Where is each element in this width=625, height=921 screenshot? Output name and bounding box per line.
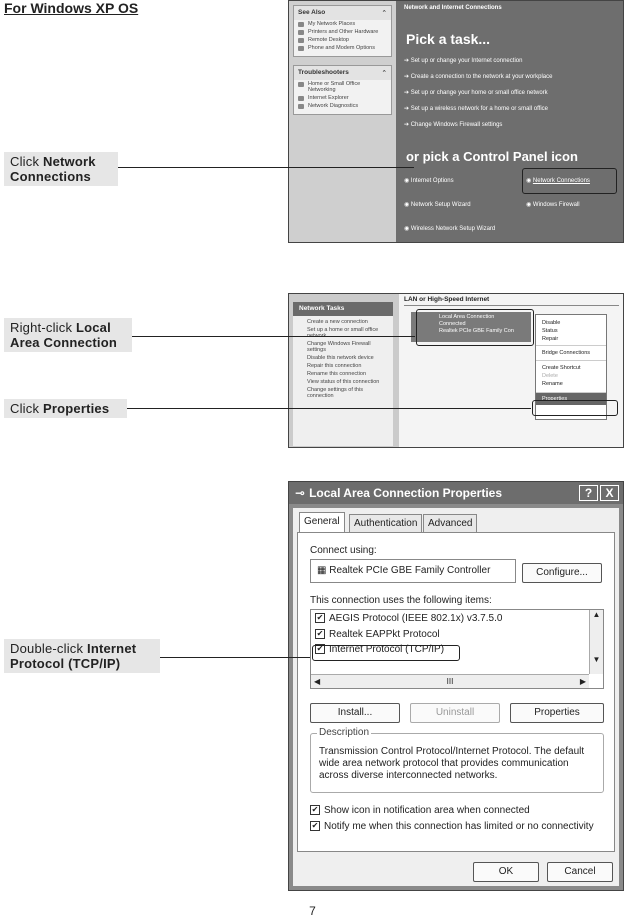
step2-text: Right-click <box>10 320 76 335</box>
cancel-button[interactable]: Cancel <box>547 862 613 882</box>
address-title: Network and Internet Connections <box>404 5 502 11</box>
network-connections-icon[interactable]: ◉ Network Connections <box>526 178 590 184</box>
connector-line <box>132 336 415 337</box>
connect-using-label: Connect using: <box>310 545 377 556</box>
scroll-up-icon[interactable]: ▲ <box>592 610 601 619</box>
adapter-field: ▦ Realtek PCIe GBE Family Controller <box>310 559 516 583</box>
page-number: 7 <box>309 904 316 918</box>
step4-bold: Internet Protocol (TCP/IP) <box>10 641 137 671</box>
description-label: Description <box>319 727 370 738</box>
help-button[interactable]: ? <box>579 485 598 501</box>
show-icon-option[interactable]: ✔ Show icon in notification area when connected <box>311 805 530 816</box>
network-setup-wizard-icon[interactable]: ◉ Network Setup Wizard <box>404 202 471 208</box>
properties-button[interactable]: Properties <box>510 703 604 723</box>
menu-item-properties[interactable]: Properties <box>536 392 606 405</box>
connector-line <box>118 167 414 168</box>
task-link[interactable]: Rename this connection <box>307 371 367 377</box>
scroll-left-icon[interactable]: ◀ <box>314 677 321 686</box>
menu-item-bridge[interactable]: Bridge Connections <box>536 345 606 360</box>
properties-dialog <box>288 481 624 891</box>
control-panel-main <box>396 1 624 243</box>
menu-item-disable[interactable]: Disable <box>542 320 561 326</box>
checkbox[interactable]: ✔ <box>311 821 319 831</box>
wireless-setup-wizard-icon[interactable]: ◉ Wireless Network Setup Wizard <box>404 226 496 232</box>
close-button[interactable]: X <box>600 485 619 501</box>
internet-options-icon[interactable]: ◉ Internet Options <box>404 178 454 184</box>
sidebar-link[interactable]: Internet Explorer <box>294 94 391 102</box>
dialog-titlebar <box>289 482 623 504</box>
notify-option[interactable]: ✔ Notify me when this connection has limited or no connectivity <box>311 821 594 832</box>
description-group <box>310 727 604 793</box>
checkbox[interactable]: ✔ <box>316 629 324 639</box>
step1-text: Click <box>10 154 43 169</box>
pick-task-title: Pick a task... <box>406 31 491 47</box>
see-also-box <box>293 5 392 57</box>
ok-button[interactable]: OK <box>473 862 539 882</box>
dialog-client <box>293 508 619 886</box>
connector-line <box>160 657 310 658</box>
network-tasks-sidebar <box>289 294 399 448</box>
step3-bold: Properties <box>42 401 110 416</box>
control-panel-screenshot <box>288 0 624 243</box>
vertical-scrollbar[interactable] <box>589 610 603 674</box>
conn-device: Realtek PCIe GBE Family Con <box>439 328 514 334</box>
scroll-down-icon[interactable]: ▼ <box>592 655 601 664</box>
scroll-right-icon[interactable]: ▶ <box>579 677 586 686</box>
step4-text: Double-click <box>10 641 88 656</box>
step4-callout <box>4 639 160 673</box>
sidebar-link[interactable]: Phone and Modem Options <box>294 44 391 52</box>
step3-callout <box>4 399 127 418</box>
network-tasks-header: Network Tasks <box>293 302 393 316</box>
task-link[interactable]: ➔ Set up a wireless network for a home or small office <box>404 106 548 112</box>
control-panel-sidebar <box>289 1 396 243</box>
step2-callout <box>4 318 132 352</box>
menu-item-status[interactable]: Status <box>542 328 558 334</box>
list-item[interactable]: ✔ Realtek EAPPkt Protocol <box>316 629 440 640</box>
task-link[interactable]: Disable this network device <box>307 355 374 361</box>
uses-label: This connection uses the following items: <box>310 595 492 606</box>
tab-authentication[interactable]: Authentication <box>349 514 422 532</box>
pick-icon-title: or pick a Control Panel icon <box>406 149 578 164</box>
connector-line <box>127 408 531 409</box>
task-link[interactable]: ➔ Set up or change your Internet connection <box>404 58 523 64</box>
dialog-title: Local Area Connection Properties <box>309 486 502 500</box>
scroll-thumb[interactable]: III <box>446 677 454 686</box>
task-link[interactable]: Change settings of this connection <box>307 387 363 399</box>
menu-item-rename[interactable]: Rename <box>542 381 563 387</box>
sidebar-link[interactable]: Network Diagnostics <box>294 102 391 110</box>
step2-bold: Local Area Connection <box>10 320 118 350</box>
menu-item-shortcut[interactable]: Create Shortcut <box>536 360 606 372</box>
sidebar-link[interactable]: Home or Small Office Networking <box>294 80 391 94</box>
task-link[interactable]: Set up a home or small office <box>307 327 379 333</box>
highlight-box <box>522 168 617 194</box>
list-item[interactable]: ✔ AEGIS Protocol (IEEE 802.1x) v3.7.5.0 <box>316 613 503 624</box>
description-text: Transmission Control Protocol/Internet Protocol. The default wide area network protocol that provides communication across diverse interconnected networks. <box>319 746 585 781</box>
checkbox[interactable]: ✔ <box>316 644 324 654</box>
task-link[interactable]: Change Windows Firewall settings <box>307 341 371 353</box>
page-heading: For Windows XP OS <box>4 0 139 16</box>
tab-bar <box>297 514 615 532</box>
highlight-box <box>312 645 460 661</box>
see-also-title: See Also <box>298 9 326 16</box>
group-header: LAN or High-Speed Internet <box>404 296 490 303</box>
adapter-icon: ▦ <box>317 565 327 576</box>
divider <box>404 305 619 306</box>
horizontal-scrollbar[interactable] <box>311 674 589 688</box>
list-item-tcpip[interactable]: ✔ Internet Protocol (TCP/IP) <box>316 644 445 655</box>
conn-status: Connected <box>439 321 466 327</box>
task-link[interactable]: Create a new connection <box>307 319 368 325</box>
task-link[interactable]: ➔ Set up or change your home or small office network <box>404 90 548 96</box>
windows-firewall-icon[interactable]: ◉ Windows Firewall <box>526 202 580 208</box>
checkbox[interactable]: ✔ <box>311 805 319 815</box>
uninstall-button[interactable]: Uninstall <box>410 703 500 723</box>
tab-page <box>297 532 615 852</box>
menu-item-repair[interactable]: Repair <box>542 336 559 342</box>
task-link[interactable]: ➔ Change Windows Firewall settings <box>404 122 503 128</box>
troubleshooters-box <box>293 65 392 115</box>
task-link[interactable]: ➔ Create a connection to the network at your workplace <box>404 74 553 80</box>
sidebar-link[interactable]: Remote Desktop <box>294 36 391 44</box>
menu-item-delete[interactable]: Delete <box>542 373 558 379</box>
step3-text: Click <box>10 401 43 416</box>
sidebar-link[interactable]: Printers and Other Hardware <box>294 28 391 36</box>
collapse-icon[interactable]: ⌃ <box>381 70 387 77</box>
task-link[interactable]: Repair this connection <box>307 363 362 369</box>
highlight-box <box>416 309 534 346</box>
network-connections-screenshot <box>288 293 624 448</box>
step1-bold: Network Connections <box>10 154 96 184</box>
configure-button[interactable]: Configure... <box>522 563 602 583</box>
sidebar-link[interactable]: My Network Places <box>294 20 391 28</box>
install-button[interactable]: Install... <box>310 703 400 723</box>
conn-name: Local Area Connection <box>439 314 495 320</box>
network-icon: ⊸ <box>295 486 306 500</box>
checkbox[interactable]: ✔ <box>316 613 324 623</box>
step1-callout <box>4 152 118 186</box>
highlight-box <box>532 400 618 416</box>
collapse-icon[interactable]: ⌃ <box>381 10 387 17</box>
task-link[interactable]: View status of this connection <box>307 379 380 385</box>
troubleshooters-title: Troubleshooters <box>298 69 349 76</box>
tab-general[interactable]: General <box>299 512 345 532</box>
tab-advanced[interactable]: Advanced <box>423 514 477 532</box>
